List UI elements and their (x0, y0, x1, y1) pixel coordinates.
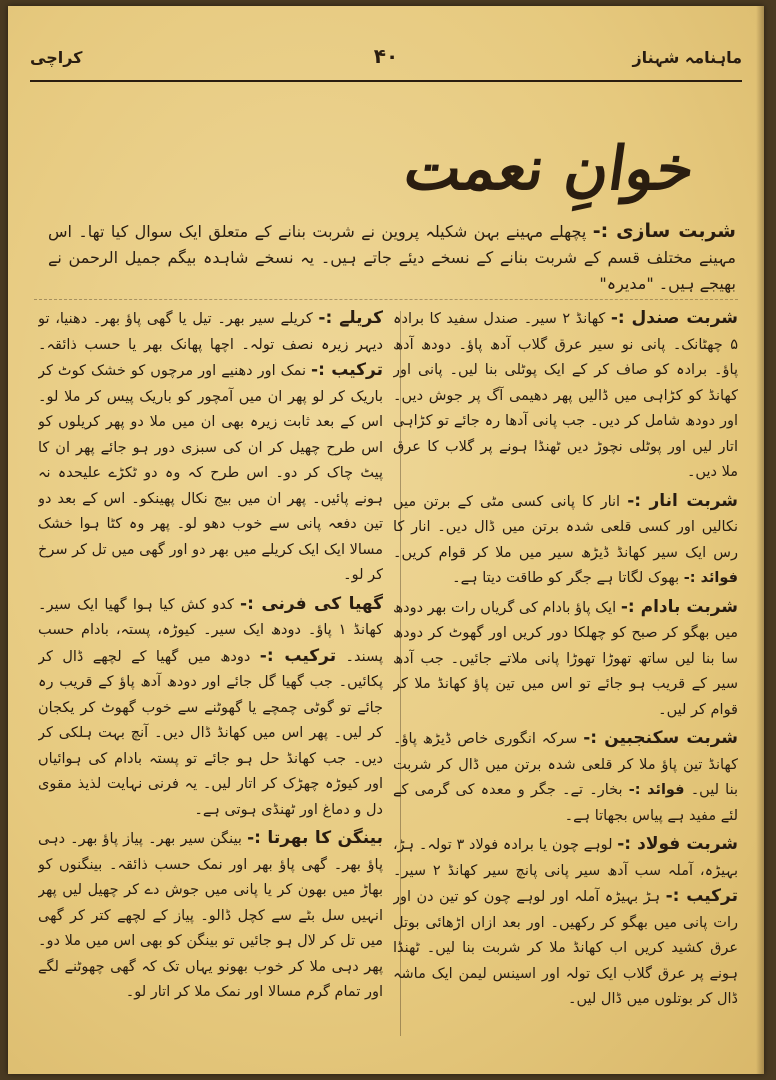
method-label: ترکیب :- (311, 360, 383, 380)
right-column (393, 306, 738, 1046)
method-text: نمک اور دھنیے اور مرچوں کو خشک کوٹ کر باریک کر لو پھر ان میں آمچور کو باریک پیس کر ملا لو۔ اس کے بعد ثابت زیرہ بھی ان میں ملا دو پھر کریلوں کو اس طرح چھیل کر ان کی سبزی دور ہو جائے پھر ان کا پیٹ چاک کر دو۔ اس طرح کہ وہ دو ٹکڑے علیحدہ نہ ہونے پائیں۔ پھر ان میں بیج نکال پھینکو۔ اس کے بعد دو تین دفعہ پانی سے خوب دھو لو۔ پھر وہ کٹا ہوا خشک مسالا ایک ایک کریلے میں بھر دو اور گھی میں تل کر سرخ کر لو۔ (38, 363, 383, 583)
recipe-heading: شربت بادام :- (620, 596, 738, 617)
benefit-text: بھوک لگاتا ہے جگر کو طاقت دیتا ہے۔ (452, 570, 680, 586)
recipe-ghiya-firni (38, 592, 383, 824)
recipe-heading: شربت فولاد :- (617, 834, 738, 854)
recipe-sikanjbeen (393, 726, 738, 829)
method-label: ترکیب :- (665, 886, 738, 906)
recipe-text: انار کا پانی کسی مٹی کے برتن میں نکالیں اور کسی قلعی شدہ برتن میں ڈال دیں۔ انار کا رس ایک سیر کھانڈ ڈیڑھ سیر میں ملا کر قوام کریں۔ (393, 493, 738, 561)
magazine-name: ماہنامہ شہناز (632, 48, 742, 67)
intro-lead: شربت سازی :- (592, 220, 736, 242)
method-label: ترکیب :- (259, 645, 337, 666)
recipe-heading: بینگن کا بھرتا :- (247, 828, 383, 848)
recipe-heading: شربت انار :- (627, 490, 738, 511)
recipe-text: کھانڈ ۲ سیر۔ صندل سفید کا برادہ ۵ چھٹانک۔ پانی نو سیر عرق گلاب آدھ پاؤ۔ دودھ آدھ پاؤ۔ برادہ کو صاف کر کے ایک پوٹلی بنا لیں۔ پانی اور کھانڈ کو کڑاہی میں ڈالیں پھر دھیمی آگ پر جوش دیں۔ اور دودھ شامل کر دیں۔ جب پانی آدھا رہ جائے تو کڑاہی اتار لیں اور پوٹلی نچوڑ دیں ٹھنڈا ہونے پر گلاب کا عرق ملا دیں۔ (393, 311, 738, 480)
article-title: خوانِ نعمت (400, 134, 699, 204)
page-number: ۴۰ (373, 44, 399, 68)
method-text: بینگنوں کو بھاڑ میں بھون کر یا پانی میں جوش دے کر چھیل لیں پھر انہیں سل بٹے سے کچل ڈالو۔ پیاز کے لچھے کتر کر گھی میں تل کر لال ہو جائیں تو بینگن کو بھی اس میں ملا دو۔ پھر دہی ملا کر خوب بھونو یہاں تک کہ گھی چھوٹنے لگے اور تمام گرم مسالا اور نمک ملا کر اتار لو۔ (38, 856, 383, 1000)
recipe-badam (393, 595, 738, 724)
recipe-text: ایک پاؤ بادام کی گریاں رات بھر دودھ میں بھگو کر صبح کو چھلکا دور کریں اور گھوٹ کر دودھ سا بنا لیں ساتھ تھوڑا تھوڑا پانی ملاتے جائیں۔ جب آدھ سیر کے قریب ہو جائے تو اس میں تین پاؤ کھانڈ ملا کر قوام کر لیں۔ (393, 599, 738, 718)
method-text: دودھ میں گھیا کے لچھے ڈال کر پکائیں۔ جب گھیا گل جائے اور دودھ آدھ پاؤ کے قریب رہ جائے تو گوٹی چمچے یا گھوٹنے سے خوب گھوٹ کر یکجان کر لیں۔ پھر اس میں کھانڈ ڈال دیں۔ آنچ بہت ہلکی کر دیں۔ جب کھانڈ حل ہو جائے تو پستہ بادام کی ہوائیاں اور کیوڑہ چھڑک کر اتار لیں۔ یہ فرنی نہایت لذیذ مقوی دل و دماغ اور ٹھنڈی ہوتی ہے۔ (38, 648, 383, 818)
method-text: ہڑ بہیڑہ آملہ اور لوہے چون کو تین دن اور رات پانی میں بھگو کر رکھیں۔ اور بعد ازاں اڑھائی بوتل عرق کشید کریں اب کھانڈ ملا کر شربت بنا لیں۔ ٹھنڈا ہونے پر عرق گلاب ایک تولہ اور اسینس لیمن ایک ماشہ ڈال کر بوتلوں میں ڈال لیں۔ (393, 889, 738, 1007)
recipe-heading: شربت سکنجبین :- (583, 728, 738, 748)
recipe-heading: کریلے :- (318, 308, 383, 328)
benefit-text: بخار۔ تے۔ جگر و معدہ کی گرمی کے لئے مفید ہے پیاس بجھاتا ہے۔ (393, 782, 738, 824)
recipe-baingan-bharta (38, 826, 383, 1006)
page-edge-shadow (756, 6, 764, 1074)
running-head (30, 40, 742, 82)
intro-paragraph (48, 218, 736, 293)
recipe-text: سرکہ انگوری خاص ڈیڑھ پاؤ۔ کھانڈ تین پاؤ ملا کر قلعی شدہ برتن میں ڈال کر شربت بنا لیں۔ (393, 731, 738, 798)
left-column (38, 306, 383, 1046)
recipe-karele (38, 306, 383, 589)
recipe-anar (393, 489, 738, 592)
recipe-sandal (393, 306, 738, 486)
recipe-text: لوہے چون یا برادہ فولاد ۳ تولہ۔ ہڑ، بہیڑہ، آملہ سب آدھ سیر پانی پانچ سیر کھانڈ ۲ سیر۔ (393, 837, 738, 879)
recipe-text: کریلے سیر بھر۔ تیل یا گھی پاؤ بھر۔ دھنیا، تو دیہر زیرہ نصف تولہ۔ اچھا پھانک بھر یا حسب ذائقہ۔ (38, 311, 383, 353)
magazine-page (8, 6, 764, 1074)
benefit-label: فوائد :- (628, 782, 685, 798)
intro-text: پچھلے مہینے بہن شکیلہ پروین نے شربت بنانے کے متعلق ایک سوال کیا تھا۔ اس مہینے مختلف قسم کے شربت بنانے کے نسخے دیئے جاتے ہیں۔ یہ نسخے شاہدہ بیگم جمیل الرحمن نے بھیجے ہیں۔ "مدیرہ" (48, 222, 736, 293)
city-name: کراچی (30, 48, 83, 67)
benefit-label: فوائد :- (683, 570, 738, 586)
recipe-heading: گھیا کی فرنی :- (240, 593, 383, 614)
recipe-heading: شربت صندل :- (610, 308, 738, 328)
recipe-text: کدو کش کیا ہوا گھیا ایک سیر۔ کھانڈ ۱ پاؤ۔ دودھ ایک سیر۔ کیوڑہ، پستہ، بادام حسب پسند۔ (38, 596, 383, 665)
recipe-text: بینگن سیر بھر۔ پیاز پاؤ بھر۔ دہی پاؤ بھر۔ گھی پاؤ بھر اور نمک حسب ذائقہ۔ (38, 831, 383, 873)
recipe-faulad (393, 832, 738, 1013)
section-divider (34, 299, 738, 301)
